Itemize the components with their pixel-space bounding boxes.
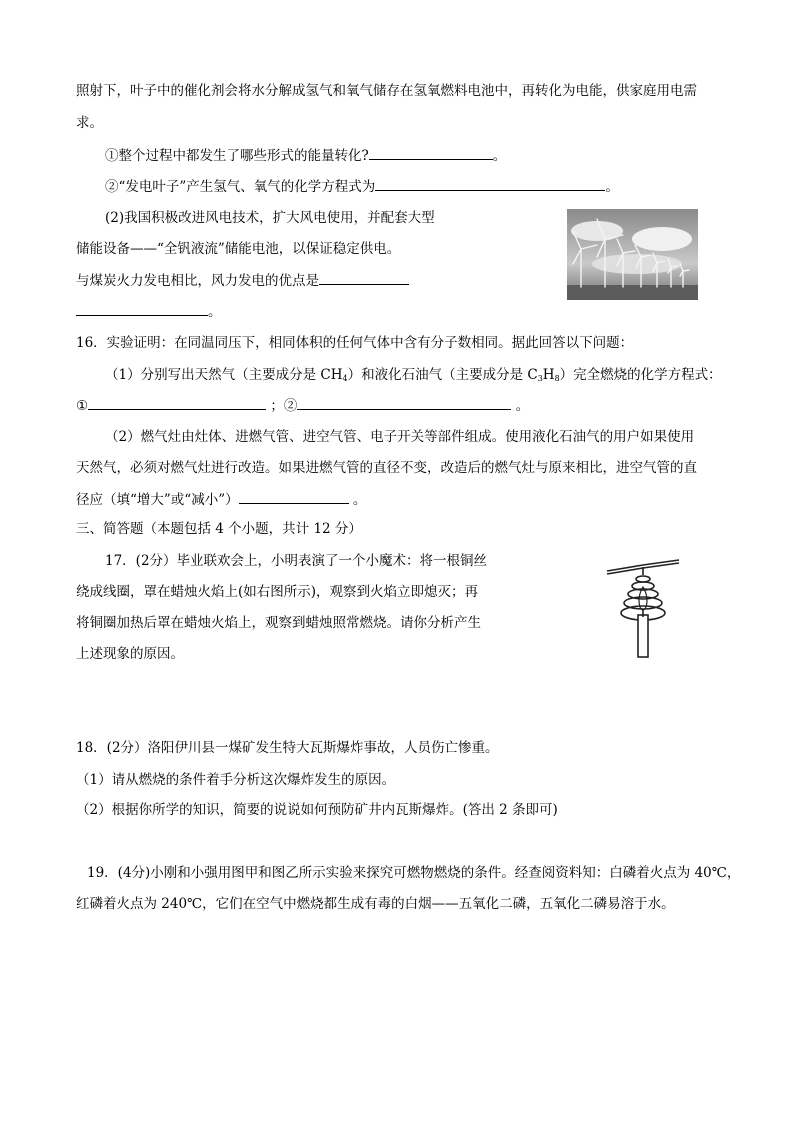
q16-p1 — [105, 366, 722, 384]
q15-p2-line1: (2)我国积极改进风电技术，扩大风电使用，并配套大型 — [105, 210, 435, 226]
q15-p2-line3 — [76, 271, 409, 290]
q16-circle1: ① — [76, 398, 89, 414]
q16-answers — [76, 396, 529, 415]
q16-sub-ch4: 4 — [342, 374, 348, 383]
q15-p2-line3-text: 与煤炭火力发电相比，风力发电的优点是 — [76, 273, 319, 289]
answer-blank-wind-advantage-cont[interactable] — [76, 302, 208, 316]
q16-p2-line2: 天然气，必须对燃气灶进行改造。如果进燃气管的直径不变，改造后的燃气灶与原来相比，进空气管的直 — [76, 460, 697, 476]
q16-sub-h8: 8 — [554, 374, 560, 383]
answer-blank-c3h8-equation[interactable] — [297, 396, 511, 410]
q17-line2: 绕成线圈，罩在蜡烛火焰上(如右图所示)，观察到火焰立即熄灭；再 — [76, 584, 479, 600]
q15-sub2-period: 。 — [605, 179, 619, 195]
answer-blank-ch4-equation[interactable] — [88, 396, 266, 410]
answer-blank-wind-advantage[interactable] — [319, 271, 409, 285]
q19-line2: 红磷着火点为 240℃，它们在空气中燃烧都生成有毒的白烟——五氧化二磷，五氧化二磷易溶于水。 — [76, 896, 675, 912]
q17-line1: 17．(2分）毕业联欢会上，小明表演了一个小魔术：将一根铜丝 — [105, 553, 488, 569]
q15-line2: 求。 — [76, 115, 103, 131]
q17-line3: 将铜圈加热后罩在蜡烛火焰上，观察到蜡烛照常燃烧。请你分析产生 — [76, 615, 481, 631]
q16-p1-d: ）完全燃烧的化学方程式： — [559, 367, 722, 383]
q16-p2-line3 — [76, 490, 366, 509]
q16-p2-line1: （2）燃气灶由灶体、进燃气管、进空气管、电子开关等部件组成。使用液化石油气的用户如果使用 — [105, 429, 695, 445]
q16-period: 。 — [515, 398, 530, 414]
q16-p1-a: （1）分别写出天然气（主要成分是 CH — [105, 367, 343, 383]
answer-blank-energy[interactable] — [369, 146, 493, 160]
q15-sub2-text: ②“发电叶子”产生氢气、氧气的化学方程式为 — [105, 179, 376, 195]
q19-line1: 19．(4分)小刚和小强用图甲和图乙所示实验来探究可燃物燃烧的条件。经查阅资料知：白磷着火点为 40℃， — [87, 865, 741, 881]
wind-farm-image — [567, 209, 698, 300]
q18-line1: 18．(2分）洛阳伊川县一煤矿发生特大瓦斯爆炸事故，人员伤亡惨重。 — [76, 740, 499, 756]
q15-line1: 照射下，叶子中的催化剂会将水分解成氢气和氧气储存在氢氧燃料电池中，再转化为电能，供家庭用电需 — [76, 83, 697, 99]
q17-line4: 上述现象的原因。 — [76, 646, 184, 662]
q15-sub1 — [105, 146, 506, 165]
q18-line2: （1）请从燃烧的条件着手分析这次爆炸发生的原因。 — [76, 772, 396, 788]
q15-p2-line4 — [76, 302, 222, 321]
q15-sub1-text: ①整个过程中都发生了哪些形式的能量转化? — [105, 148, 369, 164]
q16-p1-c: H — [542, 367, 555, 383]
q16-p2-line3-text: 径应（填“增大”或“减小”） — [76, 492, 239, 508]
copper-coil-candle-image — [603, 557, 681, 661]
q16-semi: ；② — [270, 398, 298, 414]
q16-stem: 16．实验证明：在同温同压下，相同体积的任何气体中含有分子数相同。据此回答以下问题： — [76, 335, 634, 351]
q18-line3: （2）根据你所学的知识，简要的说说如何预防矿井内瓦斯爆炸。(答出 2 条即可) — [76, 802, 558, 818]
q16-p2-end: 。 — [352, 492, 367, 508]
q16-p1-b: ）和液化石油气（主要成分是 C — [347, 367, 538, 383]
q15-p2-line2: 储能设备——“全钒液流”储能电池，以保证稳定供电。 — [76, 241, 401, 257]
q16-sub-c3: 3 — [537, 374, 543, 383]
answer-blank-equation[interactable] — [375, 177, 605, 191]
q15-sub1-period: 。 — [492, 148, 507, 164]
answer-blank-air-pipe[interactable] — [239, 490, 349, 504]
q15-sub2 — [105, 177, 619, 196]
section3-heading: 三、简答题（本题包括 4 个小题，共计 12 分） — [76, 521, 362, 537]
q15-p2-period: 。 — [208, 304, 222, 320]
